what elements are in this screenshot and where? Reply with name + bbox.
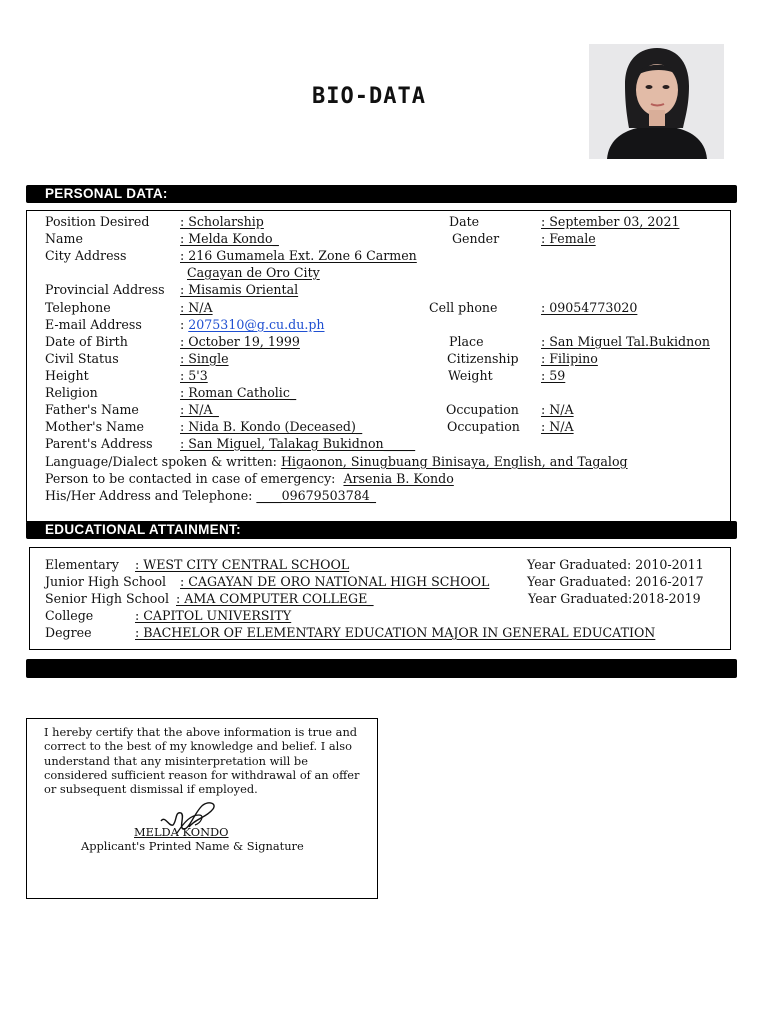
signature-label: Applicant's Printed Name & Signature: [81, 839, 304, 853]
parent-address-value: : San Miguel, Talakag Bukidnon_____: [180, 436, 416, 451]
elementary-label: Elementary: [45, 557, 119, 572]
emergency-address-row: [45, 488, 376, 504]
name-value: : Melda Kondo_: [180, 231, 279, 246]
mother-occupation-label: Occupation: [447, 419, 520, 434]
father-name-label: Father's Name: [45, 402, 139, 417]
gender-value: : Female: [541, 231, 596, 246]
gender-label: Gender: [452, 231, 500, 246]
height-label: Height: [45, 368, 89, 383]
jhs-value: : CAGAYAN DE ORO NATIONAL HIGH SCHOOL: [180, 574, 490, 589]
emergency-address-value: ____09679503784_: [256, 488, 377, 503]
jhs-year: Year Graduated: 2016-2017: [527, 574, 704, 589]
education-title: EDUCATIONAL ATTAINMENT:: [45, 522, 241, 537]
education-header: [26, 521, 737, 539]
jhs-label: Junior High School: [45, 574, 167, 589]
language-row: [45, 454, 628, 470]
position-label: Position Desired: [45, 214, 150, 229]
signature-name: MELDA KONDO: [134, 825, 229, 839]
mother-occupation-value: : N/A: [541, 419, 574, 434]
emergency-contact-row: [45, 471, 454, 487]
citizenship-value: : Filipino: [541, 351, 598, 366]
emergency-contact-value: Arsenia B. Kondo: [343, 471, 454, 486]
civil-status-value: : Single: [180, 351, 229, 366]
dob-value: : October 19, 1999: [180, 334, 300, 349]
dob-label: Date of Birth: [45, 334, 128, 349]
emergency-address-label: His/Her Address and Telephone:: [45, 488, 257, 503]
place-label: Place: [449, 334, 484, 349]
email-label: E-mail Address: [45, 317, 142, 332]
email-row: [180, 317, 325, 333]
page-title: BIO-DATA: [312, 84, 426, 109]
city-address-value-line2: Cagayan de Oro City: [187, 265, 320, 280]
name-label: Name: [45, 231, 83, 246]
city-address-label: City Address: [45, 248, 127, 263]
email-link[interactable]: 2075310@g.cu.du.ph: [188, 317, 325, 332]
applicant-photo-image: [589, 44, 724, 159]
father-occupation-value: : N/A: [541, 402, 574, 417]
citizenship-label: Citizenship: [447, 351, 519, 366]
civil-status-label: Civil Status: [45, 351, 119, 366]
shs-value: : AMA COMPUTER COLLEGE_: [176, 591, 374, 606]
religion-value: : Roman Catholic_: [180, 385, 297, 400]
place-value: : San Miguel Tal.Bukidnon: [541, 334, 710, 349]
college-label: College: [45, 608, 94, 623]
mother-name-value: : Nida B. Kondo (Deceased)_: [180, 419, 363, 434]
personal-data-title: PERSONAL DATA:: [45, 186, 168, 201]
language-label: Language/Dialect spoken & written:: [45, 454, 281, 469]
position-value: : Scholarship: [180, 214, 264, 229]
section-divider-bar: [26, 659, 737, 678]
degree-label: Degree: [45, 625, 92, 640]
email-colon: :: [180, 317, 189, 332]
height-value: : 5'3: [180, 368, 208, 383]
degree-value: : BACHELOR OF ELEMENTARY EDUCATION MAJOR IN GENERAL EDUCATION: [135, 625, 656, 640]
provincial-address-label: Provincial Address: [45, 282, 165, 297]
cellphone-label: Cell phone: [429, 300, 498, 315]
certification-text: I hereby certify that the above information is true and correct to the best of my knowledge and belief. I also understand that any misinterpretation will be considered sufficient reason for withdrawal of an offer or subsequent dismissal if employed.: [44, 725, 360, 797]
shs-year: Year Graduated:2018-2019: [528, 591, 701, 606]
elementary-value: : WEST CITY CENTRAL SCHOOL: [135, 557, 350, 572]
father-name-value: : N/A_: [180, 402, 219, 417]
personal-data-header: [26, 185, 737, 203]
provincial-address-value: : Misamis Oriental: [180, 282, 299, 297]
telephone-label: Telephone: [45, 300, 111, 315]
date-value: : September 03, 2021: [541, 214, 680, 229]
city-address-value: : 216 Gumamela Ext. Zone 6 Carmen: [180, 248, 417, 263]
date-label: Date: [449, 214, 480, 229]
mother-name-label: Mother's Name: [45, 419, 144, 434]
father-occupation-label: Occupation: [446, 402, 519, 417]
weight-label: Weight: [448, 368, 493, 383]
religion-label: Religion: [45, 385, 98, 400]
emergency-contact-label: Person to be contacted in case of emergency:: [45, 471, 344, 486]
telephone-value: : N/A: [180, 300, 213, 315]
college-value: : CAPITOL UNIVERSITY: [135, 608, 292, 623]
cellphone-value: : 09054773020: [541, 300, 638, 315]
applicant-photo: [589, 44, 724, 159]
language-value: Higaonon, Sinugbuang Binisaya, English, and Tagalog: [280, 454, 628, 469]
weight-value: : 59: [541, 368, 566, 383]
shs-label: Senior High School: [45, 591, 169, 606]
elementary-year: Year Graduated: 2010-2011: [527, 557, 704, 572]
parent-address-label: Parent's Address: [45, 436, 153, 451]
